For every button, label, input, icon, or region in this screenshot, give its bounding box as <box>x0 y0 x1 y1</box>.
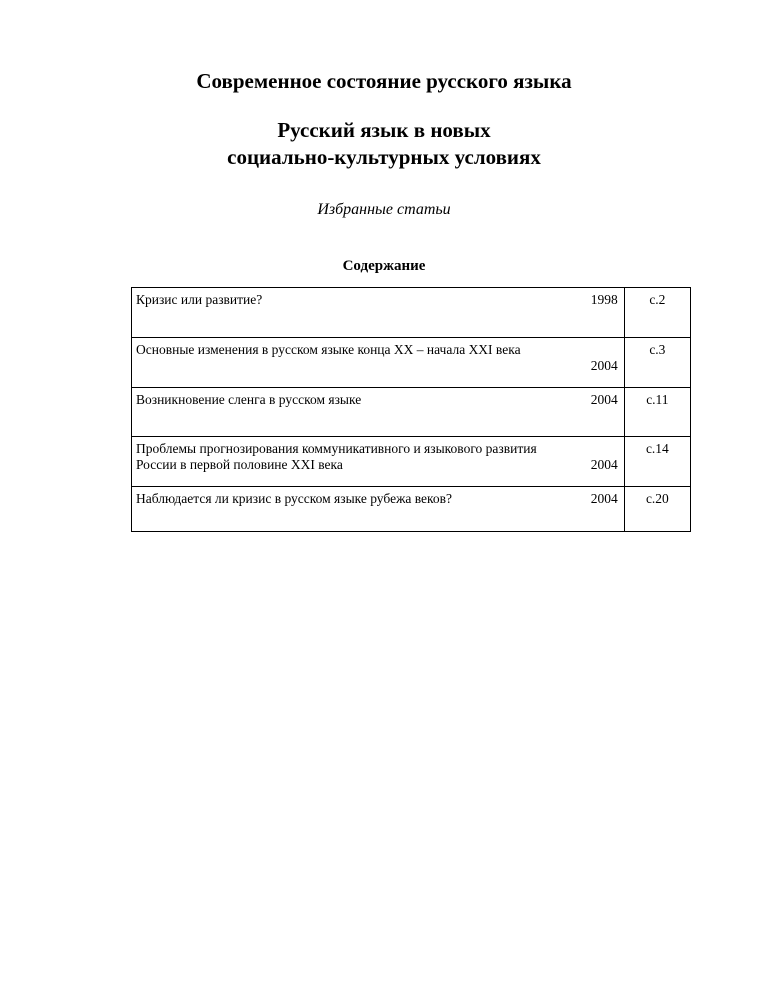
toc-table <box>131 287 691 532</box>
toc-entry-year: 1998 <box>590 292 618 307</box>
toc-page-number: с.14 <box>624 437 690 487</box>
book-title-line-1: Русский язык в новых <box>277 118 491 142</box>
toc-entry-title-line-2: России в первой половине XXI века <box>136 457 343 472</box>
toc-page-number: с.20 <box>624 487 690 532</box>
toc-entry <box>132 437 625 487</box>
toc-heading: Содержание <box>342 258 426 274</box>
toc-row <box>132 388 691 437</box>
toc-page-number: с.11 <box>624 388 690 437</box>
toc-entry-year: 2004 <box>590 457 618 472</box>
toc-entry-title: Наблюдается ли кризис в русском языке рубежа веков? <box>136 491 453 506</box>
toc-entry-year: 2004 <box>590 491 618 506</box>
toc-entry-title: Основные изменения в русском языке конца XX – начала XXI века <box>136 342 521 357</box>
toc-entry-title: Возникновение сленга в русском языке <box>136 392 362 407</box>
toc-entry-year: 2004 <box>590 358 618 373</box>
toc-entry <box>132 487 625 532</box>
book-title <box>0 117 768 171</box>
toc-row <box>132 437 691 487</box>
toc-row <box>132 487 691 532</box>
toc-page-number: с.3 <box>624 338 690 388</box>
collection-subtitle: Избранные статьи <box>317 201 451 218</box>
toc-entry <box>132 288 625 338</box>
toc-entry-title-line-1: Проблемы прогнозирования коммуникативного и языкового развития <box>136 441 537 456</box>
toc-page-number: с.2 <box>624 288 690 338</box>
toc-entry <box>132 338 625 388</box>
toc-row <box>132 338 691 388</box>
document-title: Современное состояние русского языка <box>196 69 572 93</box>
toc-entry <box>132 388 625 437</box>
toc-row <box>132 288 691 338</box>
book-title-line-2: социально-культурных условиях <box>227 145 541 169</box>
toc-entry-title: Кризис или развитие? <box>136 292 263 307</box>
toc-entry-year: 2004 <box>590 392 618 407</box>
